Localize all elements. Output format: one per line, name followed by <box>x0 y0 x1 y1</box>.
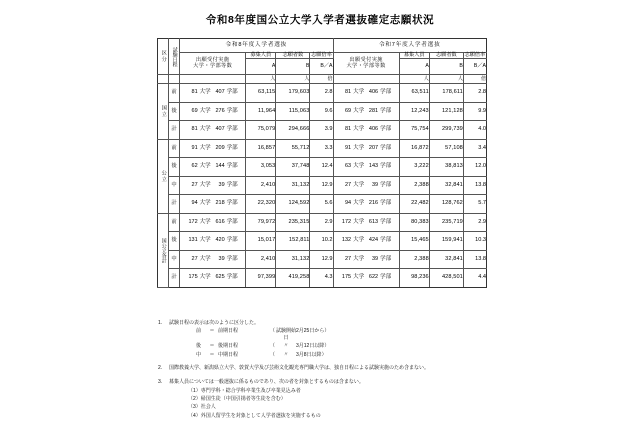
schedule-label: 後 <box>169 158 180 177</box>
unit-spacer-schedule <box>169 75 180 84</box>
faculty-word: 学部 <box>380 126 392 133</box>
institutions-cell <box>180 195 246 214</box>
institutions-cell <box>180 158 246 177</box>
ditto-mark: 〃 <box>283 343 289 350</box>
ratio-cell: 12.4 <box>310 158 333 177</box>
ditto-mark: 〃 <box>283 351 289 358</box>
schedule-abbr: 中 <box>196 351 202 358</box>
faculty-word: 学部 <box>380 274 392 281</box>
ratio-cell: 3.9 <box>310 121 333 140</box>
university-count: 132 <box>341 237 352 244</box>
capacity-cell: 63,115 <box>246 84 276 103</box>
section-label-total: 国公立各計 <box>158 213 169 287</box>
faculty-word: 学部 <box>226 255 238 262</box>
university-count: 27 <box>344 181 352 188</box>
exam-date-detail <box>296 343 508 350</box>
schedule-label: 前 <box>169 213 180 232</box>
university-count: 81 <box>191 126 198 133</box>
institutions-cell <box>180 84 246 103</box>
table-row <box>158 102 487 121</box>
institutions-cell <box>333 176 399 195</box>
schedule-definition <box>196 343 270 350</box>
capacity-cell: 2,410 <box>246 176 276 195</box>
header-applicants-y8: 志願者数 <box>276 53 310 59</box>
university-count: 27 <box>191 255 198 262</box>
list-item: （3）社会人 <box>188 404 216 411</box>
institutions-cell <box>333 213 399 232</box>
faculty-count: 424 <box>368 237 379 244</box>
footnote-2 <box>158 365 508 372</box>
capacity-cell: 15,017 <box>246 232 276 251</box>
ratio-cell: 13.8 <box>463 250 486 269</box>
paren-close: ） <box>321 351 327 358</box>
exam-date-text: 3月12日以降 <box>296 343 325 350</box>
statistics-table-container <box>157 38 487 288</box>
applicants-cell: 235,315 <box>276 213 310 232</box>
university-word: 大学 <box>199 237 211 244</box>
university-word: 大学 <box>353 89 365 96</box>
applicants-cell: 31,132 <box>276 176 310 195</box>
university-count: 94 <box>191 200 198 207</box>
table-row <box>158 139 487 158</box>
header-institutions-line2-y8: 大学・学部等数 <box>193 62 233 69</box>
faculty-word: 学部 <box>380 163 392 170</box>
paren-open: （ <box>270 328 276 335</box>
applicants-cell: 159,941 <box>429 232 463 251</box>
applicants-cell: 179,603 <box>276 84 310 103</box>
capacity-cell: 98,236 <box>399 269 429 288</box>
faculty-count: 406 <box>368 89 379 96</box>
institutions-cell <box>180 176 246 195</box>
exam-date-detail <box>296 328 508 342</box>
university-word: 大学 <box>353 237 365 244</box>
capacity-cell: 12,243 <box>399 102 429 121</box>
header-category: 区分 <box>158 39 169 75</box>
faculty-count: 420 <box>215 237 225 244</box>
university-word: 大学 <box>353 274 365 281</box>
table-row <box>158 195 487 214</box>
paren-close: ） <box>324 328 330 335</box>
applicants-cell: 294,666 <box>276 121 310 140</box>
ratio-cell: 12.9 <box>310 176 333 195</box>
university-count: 175 <box>188 274 198 281</box>
list-item: （4）外国人留学生を対象として入学者選抜を実施するもの <box>188 412 321 419</box>
ratio-cell: 2.8 <box>310 84 333 103</box>
university-word: 大学 <box>199 255 211 262</box>
schedule-abbr: 前 <box>196 328 202 335</box>
schedule-label: 後 <box>169 232 180 251</box>
applicants-cell: 235,719 <box>429 213 463 232</box>
faculty-word: 学部 <box>380 107 392 114</box>
applicants-cell: 38,813 <box>429 158 463 177</box>
faculty-count: 625 <box>215 274 225 281</box>
applicants-cell: 55,712 <box>276 139 310 158</box>
footnote-1-item <box>196 352 508 359</box>
faculty-count: 276 <box>215 107 225 114</box>
faculty-count: 613 <box>368 218 379 225</box>
faculty-word: 学部 <box>226 181 238 188</box>
capacity-cell: 15,465 <box>399 232 429 251</box>
capacity-cell: 79,972 <box>246 213 276 232</box>
footnote-3 <box>158 379 508 386</box>
institutions-cell <box>180 139 246 158</box>
schedule-definition <box>196 352 270 359</box>
university-word: 大学 <box>199 126 211 133</box>
header-institutions-line1-y7: 出願受付実施 <box>349 57 383 64</box>
header-schedule: 試験日程 <box>169 39 180 75</box>
footnote-1-number: 1. <box>158 320 163 326</box>
table-row <box>158 84 487 103</box>
institutions-cell <box>333 250 399 269</box>
exam-date-detail <box>296 352 508 359</box>
faculty-word: 学部 <box>226 144 238 151</box>
university-count: 27 <box>191 181 198 188</box>
university-word: 大学 <box>353 107 365 114</box>
faculty-count: 207 <box>368 144 379 151</box>
schedule-label: 後 <box>169 102 180 121</box>
university-word: 大学 <box>353 126 365 133</box>
faculty-word: 学部 <box>226 237 238 244</box>
table-header-columns <box>158 53 487 59</box>
ratio-cell: 5.7 <box>463 195 486 214</box>
faculty-word: 学部 <box>380 181 392 188</box>
equals-sign: ＝ <box>209 328 215 335</box>
faculty-word: 学部 <box>380 89 392 96</box>
paren-open: （ <box>270 343 276 350</box>
header-institutions-line2-y7: 大学・学部等数 <box>346 62 386 69</box>
schedule-date <box>270 343 508 350</box>
ratio-cell: 3.4 <box>463 139 486 158</box>
paren-close: ） <box>324 343 330 350</box>
applicants-cell: 299,739 <box>429 121 463 140</box>
ratio-cell: 10.3 <box>463 232 486 251</box>
table-row <box>158 232 487 251</box>
schedule-label: 前 <box>169 84 180 103</box>
university-count: 62 <box>191 163 198 170</box>
faculty-count: 39 <box>371 255 379 262</box>
faculty-count: 622 <box>368 274 379 281</box>
footnotes <box>158 320 508 421</box>
capacity-cell: 80,383 <box>399 213 429 232</box>
capacity-cell: 75,754 <box>399 121 429 140</box>
capacity-cell: 16,872 <box>399 139 429 158</box>
university-word: 大学 <box>353 218 365 225</box>
institutions-cell <box>180 250 246 269</box>
schedule-label: 中 <box>169 250 180 269</box>
header-capacity-y7: 募集人員 <box>399 53 429 59</box>
exam-date-text: 2月25日から <box>296 328 325 335</box>
equals-sign: ＝ <box>209 351 215 358</box>
header-code-ratio-y8: B／A <box>310 59 333 75</box>
faculty-word: 学部 <box>226 163 238 170</box>
faculty-count: 218 <box>215 200 225 207</box>
table-row <box>158 176 487 195</box>
ratio-cell: 12.9 <box>310 250 333 269</box>
table-row <box>158 213 487 232</box>
institutions-cell <box>333 121 399 140</box>
list-item: （1）専門学科・総合学科卒業生及び卒業見込み者 <box>188 387 301 394</box>
applicants-cell: 128,762 <box>429 195 463 214</box>
schedule-label: 計 <box>169 269 180 288</box>
page-title: 令和8年度国公立大学入学者選抜確定志願状況 <box>205 14 435 26</box>
paren-open: （ <box>270 351 276 358</box>
applicants-cell: 31,132 <box>276 250 310 269</box>
unit-ratio-y7: 倍 <box>463 75 486 84</box>
applicants-cell: 32,841 <box>429 176 463 195</box>
university-word: 大学 <box>353 181 365 188</box>
university-count: 63 <box>344 163 352 170</box>
university-word: 大学 <box>199 107 211 114</box>
university-word: 大学 <box>199 181 211 188</box>
schedule-date <box>270 328 508 342</box>
faculty-count: 281 <box>368 107 379 114</box>
university-count: 69 <box>191 107 198 114</box>
unit-ratio-y8: 倍 <box>310 75 333 84</box>
applicants-cell: 37,748 <box>276 158 310 177</box>
applicants-cell: 428,501 <box>429 269 463 288</box>
faculty-word: 学部 <box>380 218 392 225</box>
header-capacity-y8: 募集人員 <box>246 53 276 59</box>
university-word: 大学 <box>199 89 211 96</box>
university-word: 大学 <box>199 163 211 170</box>
unit-applicants-y8: 人 <box>276 75 310 84</box>
institutions-cell <box>180 121 246 140</box>
header-institutions-line1-y8: 出願受付実施 <box>195 57 230 64</box>
faculty-word: 学部 <box>226 218 238 225</box>
university-count: 131 <box>188 237 198 244</box>
header-code-capacity-y7: A <box>399 59 429 75</box>
footnote-1-item <box>196 343 508 350</box>
capacity-cell: 75,079 <box>246 121 276 140</box>
schedule-abbr: 後 <box>196 343 202 350</box>
university-count: 81 <box>191 89 198 96</box>
table-row <box>158 269 487 288</box>
equals-sign: ＝ <box>209 343 215 350</box>
list-item: （2）帰国生徒（中国引揚者等生徒を含む） <box>188 396 286 402</box>
admissions-statistics-table <box>157 38 487 288</box>
capacity-cell: 63,511 <box>399 84 429 103</box>
capacity-cell: 16,857 <box>246 139 276 158</box>
faculty-word: 学部 <box>226 200 238 207</box>
header-code-capacity-y8: A <box>246 59 276 75</box>
unit-applicants-y7: 人 <box>429 75 463 84</box>
footnote-1-item <box>196 328 508 342</box>
faculty-word: 学部 <box>226 89 238 96</box>
footnote-1-text: 試験日程の表示は次のように区分した。 <box>169 320 260 326</box>
capacity-cell: 11,964 <box>246 102 276 121</box>
university-word: 大学 <box>199 274 211 281</box>
ratio-cell: 4.4 <box>463 269 486 288</box>
applicants-cell: 419,258 <box>276 269 310 288</box>
table-row <box>158 158 487 177</box>
capacity-cell: 22,320 <box>246 195 276 214</box>
header-group-year7: 令和7年度入学者選抜 <box>333 39 486 53</box>
institutions-cell <box>180 213 246 232</box>
university-count: 91 <box>191 144 198 151</box>
footnote-1 <box>158 320 508 327</box>
ratio-cell: 10.2 <box>310 232 333 251</box>
faculty-count: 407 <box>215 89 225 96</box>
university-word: 大学 <box>353 144 365 151</box>
faculty-word: 学部 <box>380 237 392 244</box>
header-ratio-y8: 志願倍率 <box>311 52 332 58</box>
footnote-3-number: 3. <box>158 379 163 385</box>
footnote-2-text: 国際教養大学、新潟県立大学、敦賀大学及び芸術文化観光専門職大学は、独自日程による試験実施のため含まない。 <box>169 365 430 372</box>
applicants-cell: 178,611 <box>429 84 463 103</box>
ratio-cell: 2.9 <box>310 213 333 232</box>
applicants-cell: 57,108 <box>429 139 463 158</box>
ratio-cell: 5.6 <box>310 195 333 214</box>
faculty-count: 209 <box>215 144 225 151</box>
table-row <box>158 250 487 269</box>
applicants-cell: 124,592 <box>276 195 310 214</box>
faculty-word: 学部 <box>380 144 392 151</box>
university-count: 81 <box>344 126 352 133</box>
ratio-cell: 2.8 <box>463 84 486 103</box>
applicants-cell: 152,811 <box>276 232 310 251</box>
footnote-3-items <box>188 388 508 420</box>
faculty-word: 学部 <box>380 255 392 262</box>
university-count: 69 <box>344 107 352 114</box>
schedule-label: 計 <box>169 195 180 214</box>
institutions-cell <box>180 102 246 121</box>
unit-spacer-institutions-y8 <box>180 75 246 84</box>
capacity-cell: 2,388 <box>399 176 429 195</box>
schedule-date <box>270 352 508 359</box>
ratio-cell: 9.9 <box>463 102 486 121</box>
university-word: 大学 <box>353 163 365 170</box>
header-group-year8: 令和8年度入学者選抜 <box>180 39 333 53</box>
ratio-cell: 2.9 <box>463 213 486 232</box>
university-count: 27 <box>344 255 352 262</box>
faculty-count: 39 <box>371 181 379 188</box>
university-word: 大学 <box>353 200 365 207</box>
university-count: 172 <box>188 218 198 225</box>
ratio-cell: 4.0 <box>463 121 486 140</box>
schedule-full-name: 後期日程 <box>218 343 239 350</box>
schedule-definition <box>196 328 270 342</box>
table-unit-row <box>158 75 487 84</box>
university-count: 172 <box>341 218 352 225</box>
faculty-word: 学部 <box>380 200 392 207</box>
unit-spacer-category <box>158 75 169 84</box>
faculty-word: 学部 <box>226 274 238 281</box>
faculty-count: 143 <box>368 163 379 170</box>
institutions-cell <box>333 84 399 103</box>
schedule-label: 計 <box>169 121 180 140</box>
capacity-cell: 2,388 <box>399 250 429 269</box>
faculty-count: 406 <box>368 126 379 133</box>
institutions-cell <box>333 195 399 214</box>
university-word: 大学 <box>199 218 211 225</box>
faculty-count: 144 <box>215 163 225 170</box>
header-code-applicants-y8: B <box>276 59 310 75</box>
schedule-label: 前 <box>169 139 180 158</box>
schedule-label: 中 <box>169 176 180 195</box>
capacity-cell: 3,053 <box>246 158 276 177</box>
capacity-cell: 97,399 <box>246 269 276 288</box>
applicants-cell: 121,128 <box>429 102 463 121</box>
capacity-cell: 22,482 <box>399 195 429 214</box>
header-code-applicants-y7: B <box>429 59 463 75</box>
institutions-cell <box>333 232 399 251</box>
university-count: 175 <box>341 274 352 281</box>
university-word: 大学 <box>199 144 211 151</box>
institutions-cell <box>180 232 246 251</box>
ratio-cell: 13.8 <box>463 176 486 195</box>
exam-date-text: 3月8日以降 <box>296 351 322 358</box>
faculty-word: 学部 <box>226 107 238 114</box>
unit-spacer-institutions-y7 <box>333 75 399 84</box>
faculty-word: 学部 <box>226 126 238 133</box>
university-word: 大学 <box>353 255 365 262</box>
institutions-cell <box>333 102 399 121</box>
institutions-cell <box>180 269 246 288</box>
institutions-cell <box>333 269 399 288</box>
footnote-2-number: 2. <box>158 365 163 372</box>
ratio-cell: 12.0 <box>463 158 486 177</box>
header-institutions-y7 <box>333 53 399 75</box>
table-header-groups <box>158 39 487 53</box>
footnote-3-text: 募集人員については一般選抜に係るものであり、次の者を対象とするものは含まない。 <box>169 379 364 385</box>
applicants-cell: 32,841 <box>429 250 463 269</box>
header-institutions-y8 <box>180 53 246 75</box>
faculty-count: 407 <box>215 126 225 133</box>
university-count: 94 <box>344 200 352 207</box>
exam-start-label: 試験開始日 <box>276 328 297 341</box>
schedule-full-name: 前期日程 <box>218 328 239 335</box>
university-count: 91 <box>344 144 352 151</box>
ratio-cell: 3.3 <box>310 139 333 158</box>
section-label-public: 公立 <box>158 139 169 213</box>
unit-capacity-y8: 人 <box>246 75 276 84</box>
university-word: 大学 <box>199 200 211 207</box>
institutions-cell <box>333 139 399 158</box>
applicants-cell: 115,063 <box>276 102 310 121</box>
university-count: 81 <box>344 89 352 96</box>
unit-capacity-y7: 人 <box>399 75 429 84</box>
header-ratio-y7: 志願倍率 <box>464 52 486 58</box>
capacity-cell: 3,222 <box>399 158 429 177</box>
section-label-national: 国立 <box>158 84 169 140</box>
faculty-count: 216 <box>368 200 379 207</box>
ratio-cell: 9.6 <box>310 102 333 121</box>
capacity-cell: 2,410 <box>246 250 276 269</box>
faculty-count: 39 <box>218 181 225 188</box>
header-code-ratio-y7: B／A <box>463 59 486 75</box>
schedule-full-name: 中期日程 <box>218 351 239 358</box>
table-row <box>158 121 487 140</box>
institutions-cell <box>333 158 399 177</box>
header-applicants-y7: 志願者数 <box>429 53 463 59</box>
faculty-count: 39 <box>218 255 225 262</box>
faculty-count: 616 <box>215 218 225 225</box>
ratio-cell: 4.3 <box>310 269 333 288</box>
